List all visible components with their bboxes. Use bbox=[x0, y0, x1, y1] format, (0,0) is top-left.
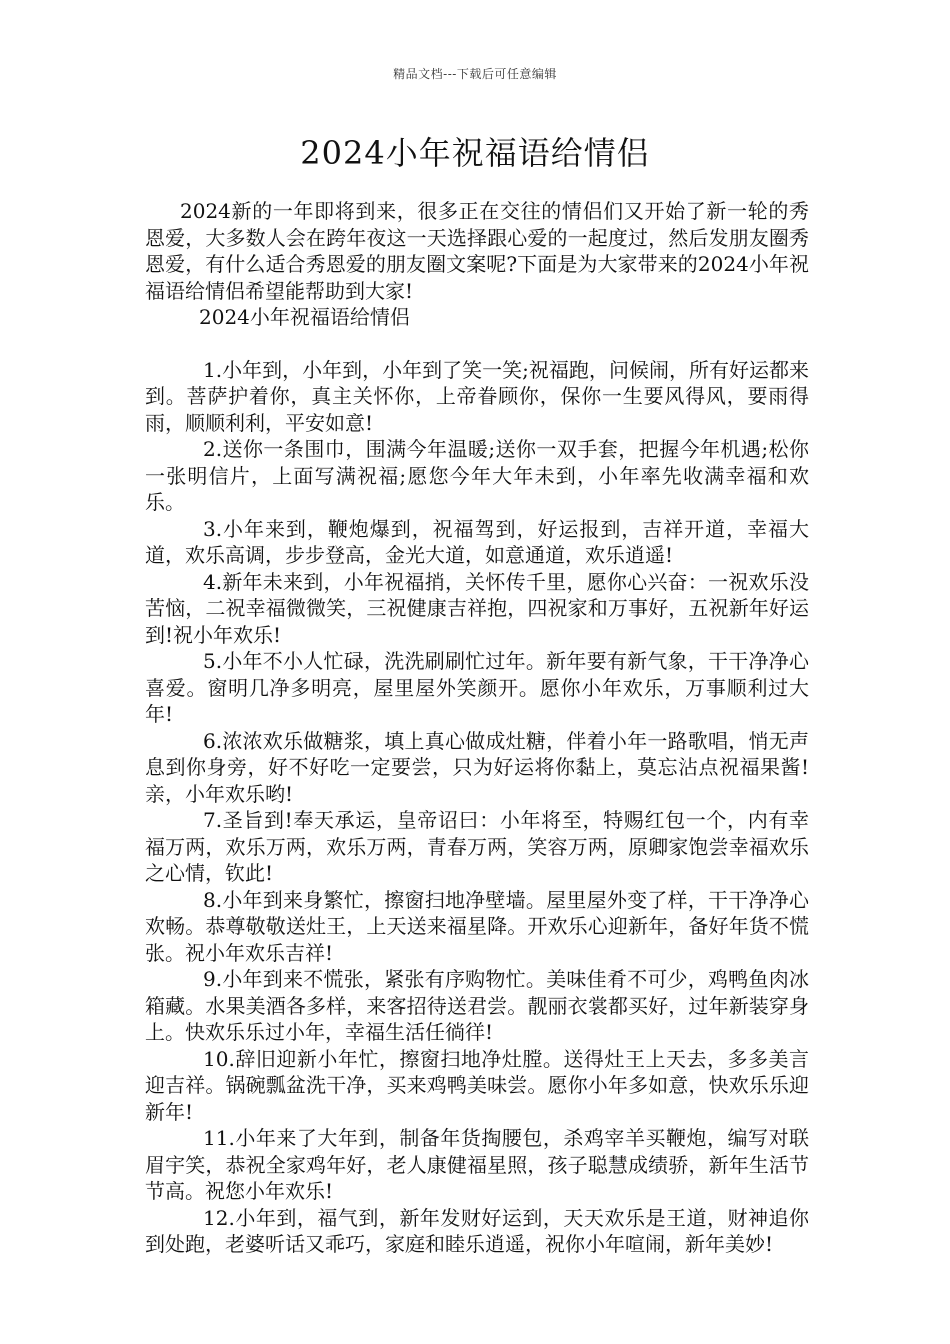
blessing-item: 4.新年未来到，小年祝福捎，关怀传千里，愿你心兴奋：一祝欢乐没苦恼，二祝幸福微微笑，三祝健康吉祥抱，四祝家和万事好，五祝新年好运到!祝小年欢乐! bbox=[145, 569, 809, 647]
blessing-item: 11.小年来了大年到，制备年货掏腰包，杀鸡宰羊买鞭炮，编写对联眉宇笑，恭祝全家鸡年好，老人康健福星照，孩子聪慧成绩骄，新年生活节节高。祝您小年欢乐! bbox=[145, 1126, 809, 1203]
blessing-item: 9.小年到来不慌张，紧张有序购物忙。美味佳肴不可少，鸡鸭鱼肉冰箱藏。水果美酒各多样，来客招待送君尝。靓丽衣裳都买好，过年新装穿身上。快欢乐乐过小年，幸福生活任徜徉! bbox=[145, 967, 809, 1044]
blessing-item: 7.圣旨到!奉天承运，皇帝诏曰：小年将至，特赐红包一个，内有幸福万两，欢乐万两，欢乐万两，青春万两，笑容万两，原卿家饱尝幸福欢乐之心情，钦此! bbox=[145, 808, 809, 885]
document-title: 2024小年祝福语给情侣 bbox=[300, 134, 650, 172]
header-note: 精品文档---下载后可任意编辑 bbox=[393, 67, 557, 81]
blessing-item: 12.小年到，福气到，新年发财好运到，天天欢乐是王道，财神追你到处跑，老婆听话又乖巧，家庭和睦乐逍遥，祝你小年喧闹，新年美妙! bbox=[145, 1205, 809, 1256]
blessing-item: 6.浓浓欢乐做糖浆，填上真心做成灶糖，伴着小年一路歌唱，悄无声息到你身旁，好不好吃一定要尝，只为好运将你黏上，莫忘沾点祝福果酱!亲，小年欢乐哟! bbox=[145, 728, 809, 806]
intro-paragraph: 2024新的一年即将到来，很多正在交往的情侣们又开始了新一轮的秀恩爱，大多数人会在跨年夜这一天选择跟心爱的一起度过，然后发朋友圈秀恩爱，有什么适合秀恩爱的朋友圈文案呢?下面是为大家带来的2024小年祝福语给情侣希望能帮助到大家! bbox=[145, 199, 809, 303]
blessing-item: 5.小年不小人忙碌，洗洗刷刷忙过年。新年要有新气象，干干净净心喜爱。窗明几净多明亮，屋里屋外笑颜开。愿你小年欢乐，万事顺利过大年! bbox=[145, 649, 809, 726]
blessing-item: 1.小年到，小年到，小年到了笑一笑;祝福跑，问候闹，所有好运都来到。菩萨护着你，真主关怀你，上帝眷顾你，保你一生要风得风，要雨得雨，顺顺利利，平安如意! bbox=[145, 357, 809, 435]
document-body bbox=[145, 198, 809, 1258]
blessing-item: 8.小年到来身繁忙，擦窗扫地净壁墙。屋里屋外变了样，干干净净心欢畅。恭尊敬敬送灶王，上天送来福星降。开欢乐心迎新年，备好年货不慌张。祝小年欢乐吉祥! bbox=[145, 887, 809, 965]
section-subheading: 2024小年祝福语给情侣 bbox=[199, 305, 410, 329]
blessing-item: 2.送你一条围巾，围满今年温暖;送你一双手套，把握今年机遇;松你一张明信片，上面写满祝福;愿您今年大年未到，小年率先收满幸福和欢乐。 bbox=[145, 437, 809, 514]
blessing-item: 3.小年来到，鞭炮爆到，祝福驾到，好运报到，吉祥开道，幸福大道，欢乐高调，步步登高，金光大道，如意通道，欢乐逍遥! bbox=[145, 516, 809, 567]
blessing-item: 10.辞旧迎新小年忙，擦窗扫地净灶膛。送得灶王上天去，多多美言迎吉祥。锅碗瓢盆洗干净，买来鸡鸭美味尝。愿你小年多如意，快欢乐乐迎新年! bbox=[145, 1046, 809, 1124]
